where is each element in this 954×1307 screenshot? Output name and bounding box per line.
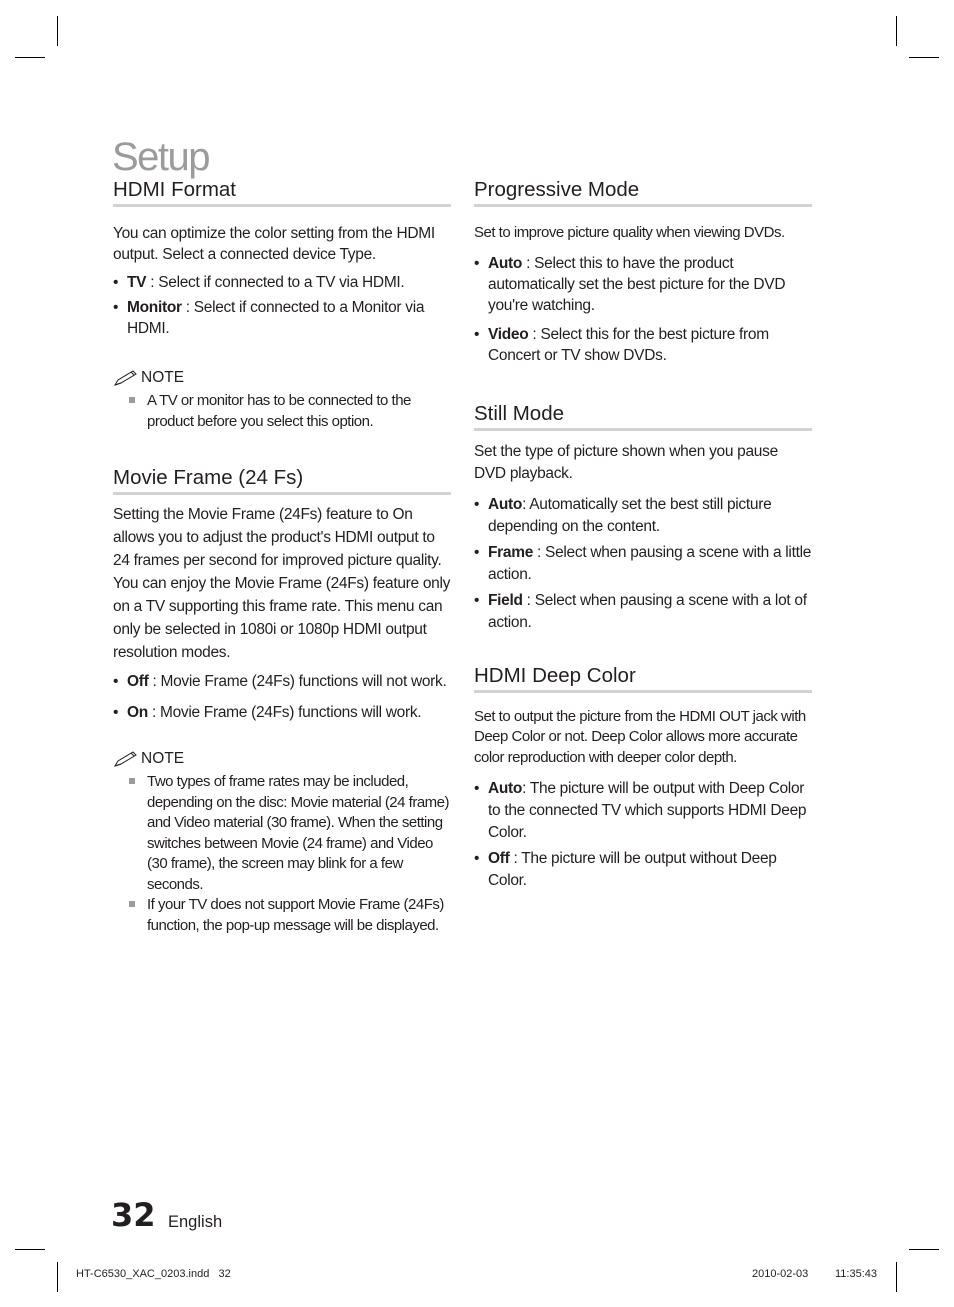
list-item [474, 324, 812, 366]
list-item [474, 542, 812, 586]
list-item [474, 590, 812, 634]
list-item [474, 253, 812, 316]
crop-mark [57, 16, 58, 46]
list-item [113, 272, 451, 293]
hdmi-deep-color-options [474, 778, 812, 892]
progressive-mode-title: Progressive Mode [474, 178, 812, 207]
option-term: Monitor [127, 299, 182, 316]
movie-frame-options [113, 671, 451, 724]
option-desc: : The picture will be output without Deep Color. [488, 850, 777, 889]
list-item [113, 671, 451, 693]
pencil-icon [113, 369, 139, 387]
option-term: On [127, 704, 148, 721]
option-term: Off [488, 850, 510, 867]
page-language: English [168, 1213, 223, 1231]
slug-date: 2010-02-03 [752, 1268, 809, 1280]
still-mode-options [474, 494, 812, 634]
left-column [113, 178, 451, 936]
note-list [113, 772, 451, 936]
list-item [113, 702, 451, 724]
crop-mark [896, 1262, 897, 1292]
list-item [474, 848, 812, 892]
hdmi-format-intro: You can optimize the color setting from the HDMI output. Select a connected device Type. [113, 225, 435, 263]
hdmi-deep-color-intro: Set to output the picture from the HDMI OUT jack with Deep Color or not. Deep Color allows more accurate color reproduction with deeper color depth. [474, 707, 806, 766]
option-desc: : Select this for the best picture from Concert or TV show DVDs. [488, 325, 769, 364]
note-heading [113, 369, 451, 387]
hdmi-format-title: HDMI Format [113, 178, 451, 207]
list-item [113, 297, 451, 339]
option-term: Field [488, 591, 523, 609]
option-desc: : Select when pausing a scene with a little action. [488, 543, 812, 583]
progressive-mode-intro: Set to improve picture quality when viewing DVDs. [474, 224, 785, 241]
hdmi-deep-color-title: HDMI Deep Color [474, 664, 812, 693]
crop-mark [57, 1262, 58, 1292]
option-desc: : The picture will be output with Deep Color to the connected TV which supports HDMI Deep Color. [488, 780, 807, 841]
still-mode-intro: Set the type of picture shown when you pause DVD playback. [474, 442, 778, 482]
note-item: If your TV does not support Movie Frame (24Fs) function, the pop-up message will be displayed. [113, 895, 451, 936]
option-term: Auto [488, 254, 523, 272]
crop-mark [909, 57, 939, 58]
movie-frame-section [113, 466, 451, 936]
right-column [474, 178, 812, 896]
crop-mark [15, 1249, 45, 1250]
page-title: Setup [112, 134, 210, 179]
note-item: Two types of frame rates may be included, depending on the disc: Movie material (24 frame) and Video material (30 frame). When the setting switches between Movie (24 frame) and Video (30 frame), the screen may blink for a few seconds. [113, 772, 451, 895]
note-item: A TV or monitor has to be connected to the product before you select this option. [113, 391, 451, 432]
option-desc: : Movie Frame (24Fs) functions will not work. [148, 673, 447, 690]
option-desc: : Movie Frame (24Fs) functions will work. [147, 704, 422, 721]
list-item [474, 494, 812, 538]
progressive-mode-options [474, 253, 812, 366]
option-desc: : Select when pausing a scene with a lot of action. [488, 591, 807, 631]
option-term: Auto [488, 495, 523, 513]
option-desc: : Select if connected to a TV via HDMI. [146, 274, 405, 291]
slug-time: 11:35:43 [835, 1268, 878, 1280]
hdmi-deep-color-section [474, 664, 812, 893]
still-mode-title: Still Mode [474, 402, 812, 431]
note-label: NOTE [141, 750, 185, 767]
still-mode-section [474, 402, 812, 634]
crop-mark [896, 16, 897, 46]
option-desc: : Select if connected to a Monitor via HDMI. [127, 299, 425, 337]
hdmi-format-options [113, 272, 451, 339]
option-term: Off [127, 673, 149, 690]
note-label: NOTE [141, 369, 185, 386]
option-desc: : Select this to have the product automatically set the best picture for the DVD you're watching. [488, 254, 786, 314]
option-term: TV [127, 274, 147, 291]
movie-frame-intro: Setting the Movie Frame (24Fs) feature to On allows you to adjust the product's HDMI output to 24 frames per second for improved picture quality. You can enjoy the Movie Frame (24Fs) feature only on a TV supporting this frame rate. This menu can only be selected in 1080i or 1080p HDMI output resolution modes. [113, 506, 451, 661]
option-term: Auto [488, 780, 523, 797]
list-item [474, 778, 812, 844]
pencil-icon [113, 750, 139, 768]
option-term: Frame [488, 543, 534, 561]
page-number: 32 [111, 1196, 156, 1234]
hdmi-format-section [113, 178, 451, 432]
note-list [113, 391, 451, 432]
crop-mark [909, 1249, 939, 1250]
crop-mark [15, 57, 45, 58]
slug-file: HT-C6530_XAC_0203.indd 32 [76, 1268, 231, 1280]
option-desc: : Automatically set the best still picture depending on the content. [488, 495, 772, 535]
movie-frame-title: Movie Frame (24 Fs) [113, 466, 451, 495]
progressive-mode-section [474, 178, 812, 366]
note-heading [113, 750, 451, 768]
option-term: Video [488, 325, 529, 343]
